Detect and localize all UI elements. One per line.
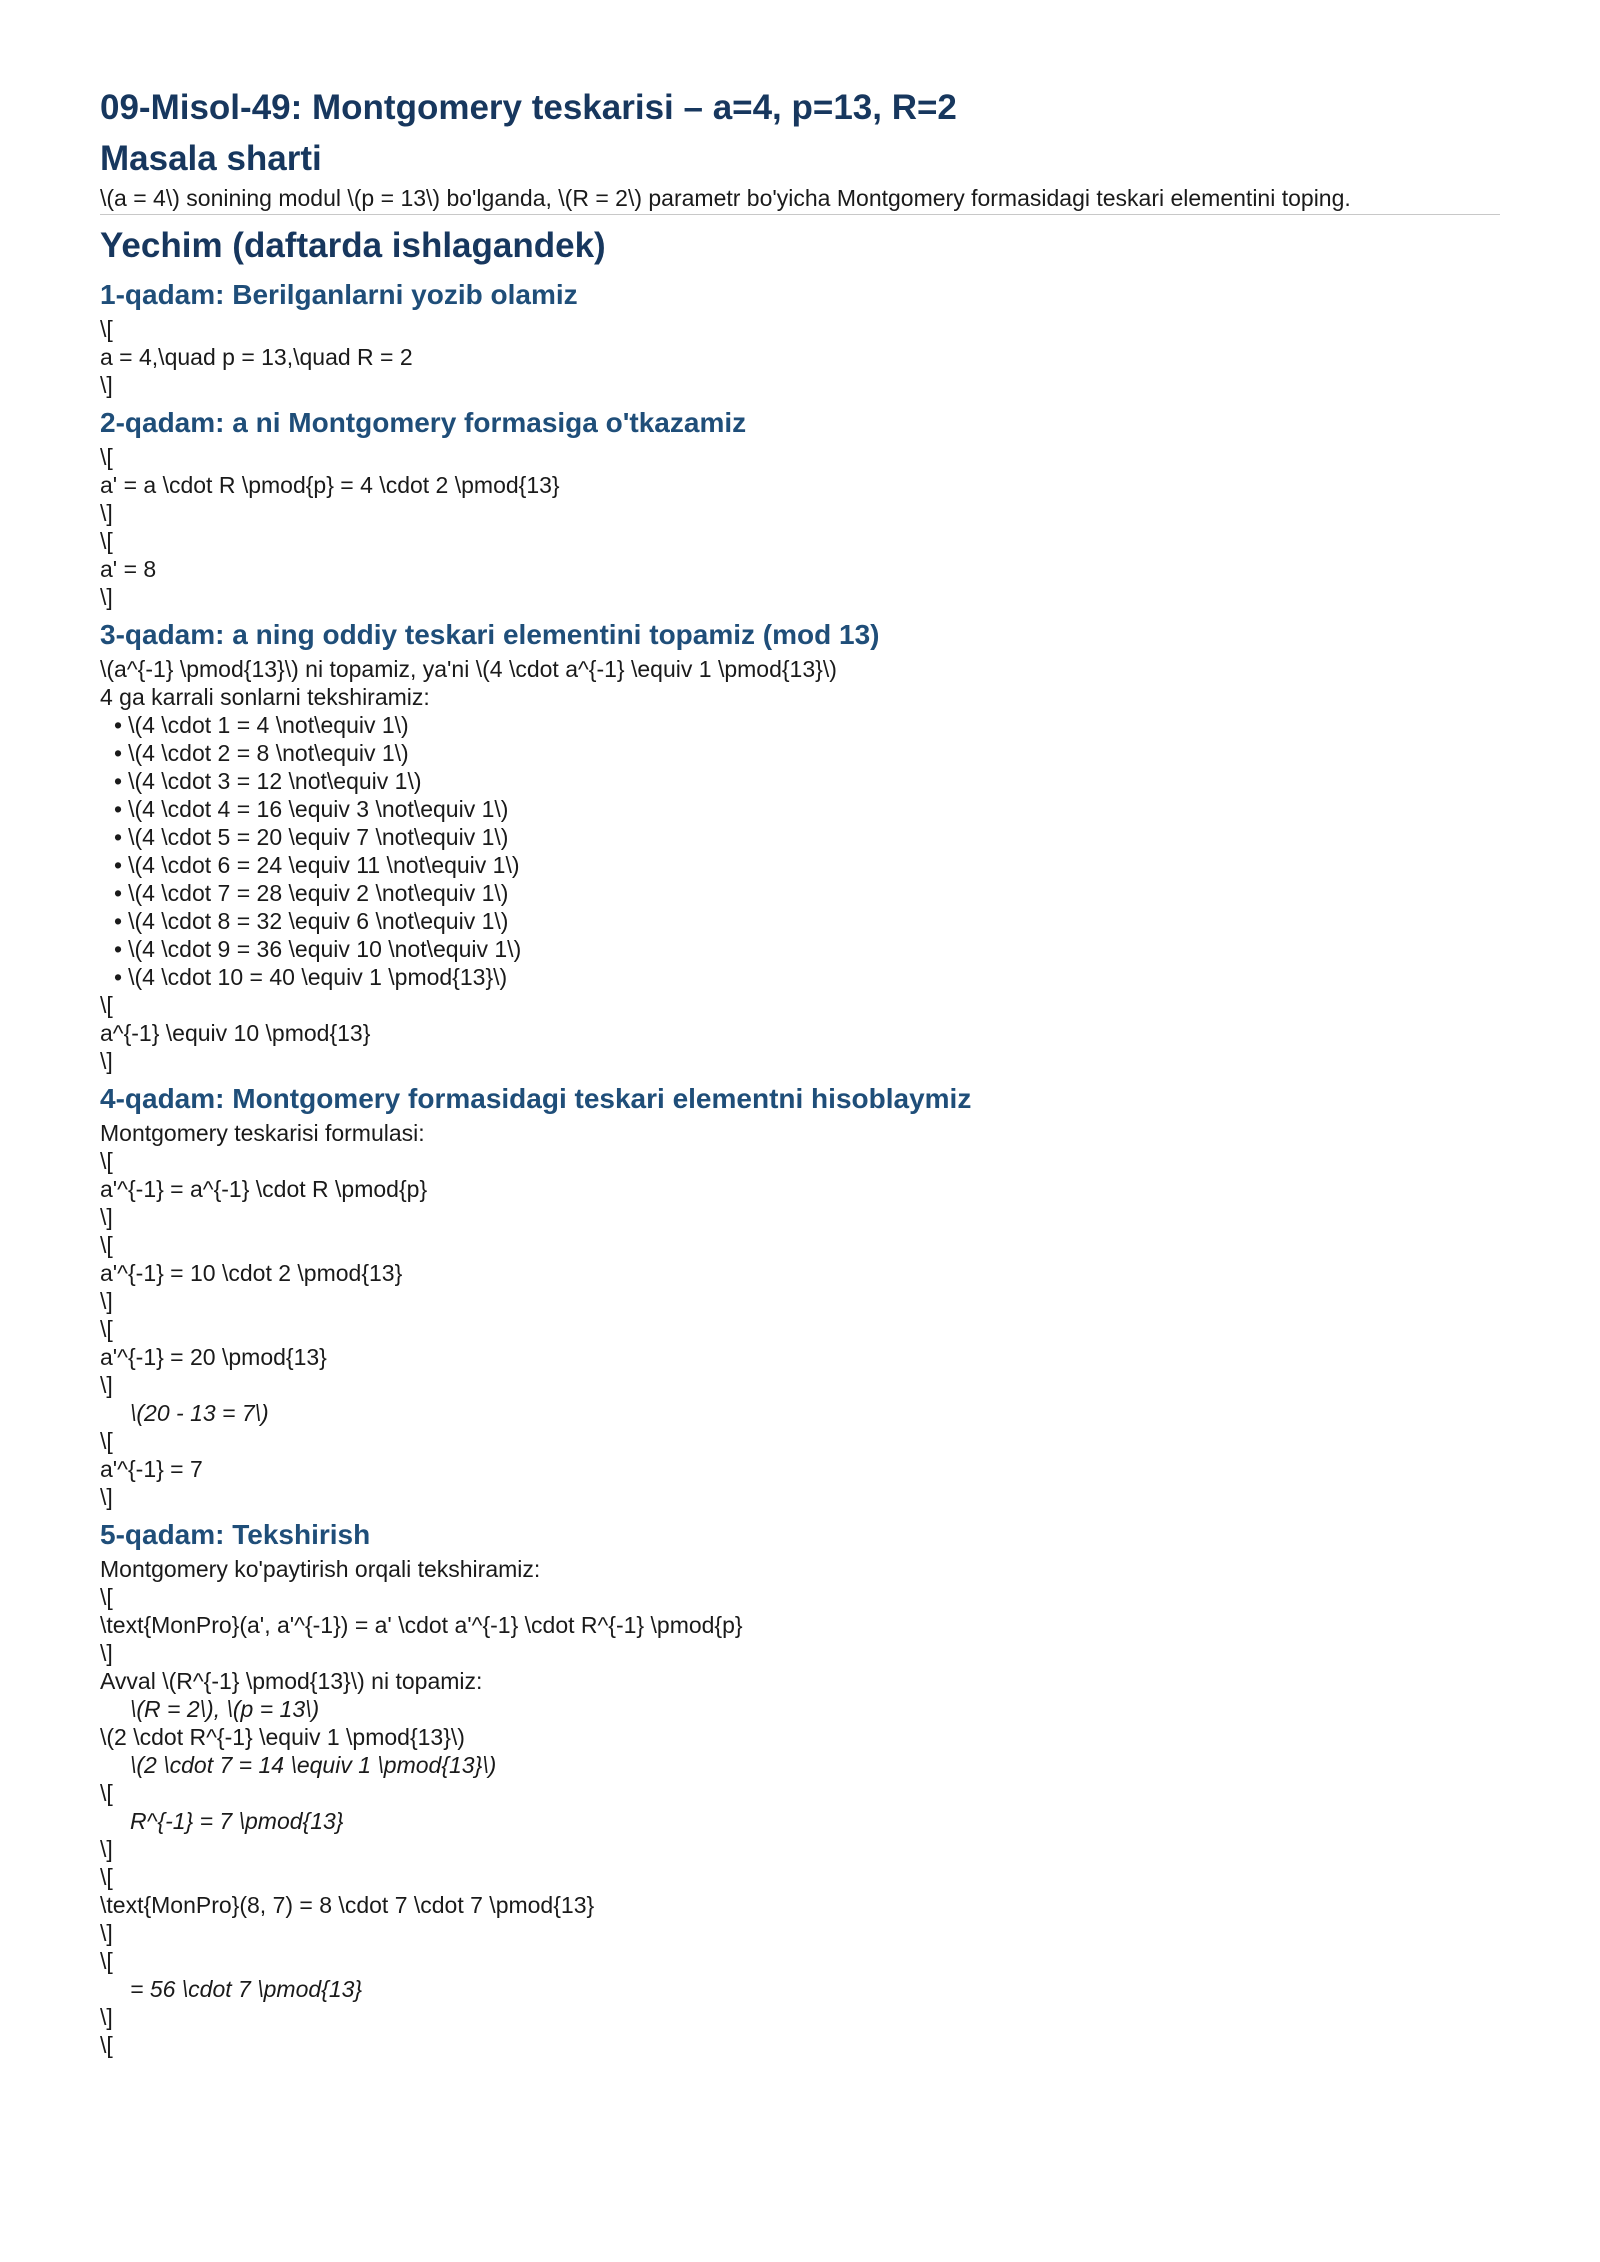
step3-line: \] [100,1048,113,1074]
step4-line: \] [100,1484,113,1510]
step5-line: \text{MonPro}(a', a'^{-1}) = a' \cdot a'^{-1} \cdot R^{-1} \pmod{p} [100,1612,743,1638]
check-list [100,711,1500,991]
list-item: • \(4 \cdot 8 = 32 \equiv 6 \not\equiv 1\) [100,907,1500,935]
list-item: • \(4 \cdot 5 = 20 \equiv 7 \not\equiv 1\) [100,823,1500,851]
step5-heading: 5-qadam: Tekshirish [100,1519,371,1550]
step5-cont: = 56 \cdot 7 \pmod{13} [130,1976,363,2002]
divider [100,214,1500,215]
list-item: • \(4 \cdot 4 = 16 \equiv 3 \not\equiv 1\) [100,795,1500,823]
step4-line: \[ [100,1232,113,1258]
step5-note: \(2 \cdot 7 = 14 \equiv 1 \pmod{13}\) [130,1752,497,1778]
list-item: • \(4 \cdot 9 = 36 \equiv 10 \not\equiv 1\) [100,935,1500,963]
step5-avval: Avval \(R^{-1} \pmod{13}\) ni topamiz: [100,1668,483,1694]
step4-line: \[ [100,1428,113,1454]
solution-heading: Yechim (daftarda ishlagandek) [100,226,606,265]
document-title: 09-Misol-49: Montgomery teskarisi – a=4, p=13, R=2 [100,88,957,127]
step4-line: \[ [100,1148,113,1174]
step4-line: a'^{-1} = a^{-1} \cdot R \pmod{p} [100,1176,428,1202]
step5-line: \[ [100,1864,113,1890]
step3-line: \[ [100,992,113,1018]
step5-line: \[ [100,2032,113,2058]
step4-note: \(20 - 13 = 7\) [130,1400,269,1426]
step4-line: \[ [100,1316,113,1342]
list-item: • \(4 \cdot 6 = 24 \equiv 11 \not\equiv 1\) [100,851,1500,879]
step5-rinv: R^{-1} = 7 \pmod{13} [130,1808,344,1834]
step1-line: \] [100,372,113,398]
step4-intro: Montgomery teskarisi formulasi: [100,1120,425,1146]
list-item: • \(4 \cdot 10 = 40 \equiv 1 \pmod{13}\) [100,963,1500,991]
step5-line: \] [100,1640,113,1666]
list-item: • \(4 \cdot 7 = 28 \equiv 2 \not\equiv 1\) [100,879,1500,907]
step1-line: \[ [100,316,113,342]
step2-line: a' = a \cdot R \pmod{p} = 4 \cdot 2 \pmod{13} [100,472,560,498]
step4-line: \] [100,1204,113,1230]
condition-text: \(a = 4\) sonining modul \(p = 13\) bo'lganda, \(R = 2\) parametr bo'yicha Montgomery formasidagi teskari elementini toping. [100,185,1351,211]
step2-line: \] [100,500,113,526]
step5-line: \[ [100,1584,113,1610]
step5-note: \(R = 2\), \(p = 13\) [130,1696,320,1722]
step3-intro2: 4 ga karrali sonlarni tekshiramiz: [100,684,430,710]
step3-line: a^{-1} \equiv 10 \pmod{13} [100,1020,371,1046]
step5-eq: \(2 \cdot R^{-1} \equiv 1 \pmod{13}\) [100,1724,465,1750]
step3-heading: 3-qadam: a ning oddiy teskari elementini topamiz (mod 13) [100,619,880,650]
step5-intro: Montgomery ko'paytirish orqali tekshiramiz: [100,1556,541,1582]
step2-line: \[ [100,528,113,554]
list-item: • \(4 \cdot 1 = 4 \not\equiv 1\) [100,711,1500,739]
step5-line: \] [100,1836,113,1862]
step4-line: a'^{-1} = 10 \cdot 2 \pmod{13} [100,1260,403,1286]
step1-heading: 1-qadam: Berilganlarni yozib olamiz [100,279,578,310]
step5-line: \[ [100,1780,113,1806]
step4-line: a'^{-1} = 20 \pmod{13} [100,1344,327,1370]
step5-line: \[ [100,1948,113,1974]
step1-line: a = 4,\quad p = 13,\quad R = 2 [100,344,413,370]
step5-line: \] [100,2004,113,2030]
step2-line: \] [100,584,113,610]
step3-intro: \(a^{-1} \pmod{13}\) ni topamiz, ya'ni \(4 \cdot a^{-1} \equiv 1 \pmod{13}\) [100,656,837,682]
step5-line: \text{MonPro}(8, 7) = 8 \cdot 7 \cdot 7 \pmod{13} [100,1892,595,1918]
step4-heading: 4-qadam: Montgomery formasidagi teskari elementni hisoblaymiz [100,1083,972,1114]
step4-line: \] [100,1288,113,1314]
step5-line: \] [100,1920,113,1946]
step2-line: a' = 8 [100,556,157,582]
list-item: • \(4 \cdot 2 = 8 \not\equiv 1\) [100,739,1500,767]
step2-heading: 2-qadam: a ni Montgomery formasiga o'tkazamiz [100,407,747,438]
step4-line: \] [100,1372,113,1398]
condition-heading: Masala sharti [100,139,322,178]
step4-line: a'^{-1} = 7 [100,1456,203,1482]
document-page [100,82,1500,2059]
list-item: • \(4 \cdot 3 = 12 \not\equiv 1\) [100,767,1500,795]
step2-line: \[ [100,444,113,470]
